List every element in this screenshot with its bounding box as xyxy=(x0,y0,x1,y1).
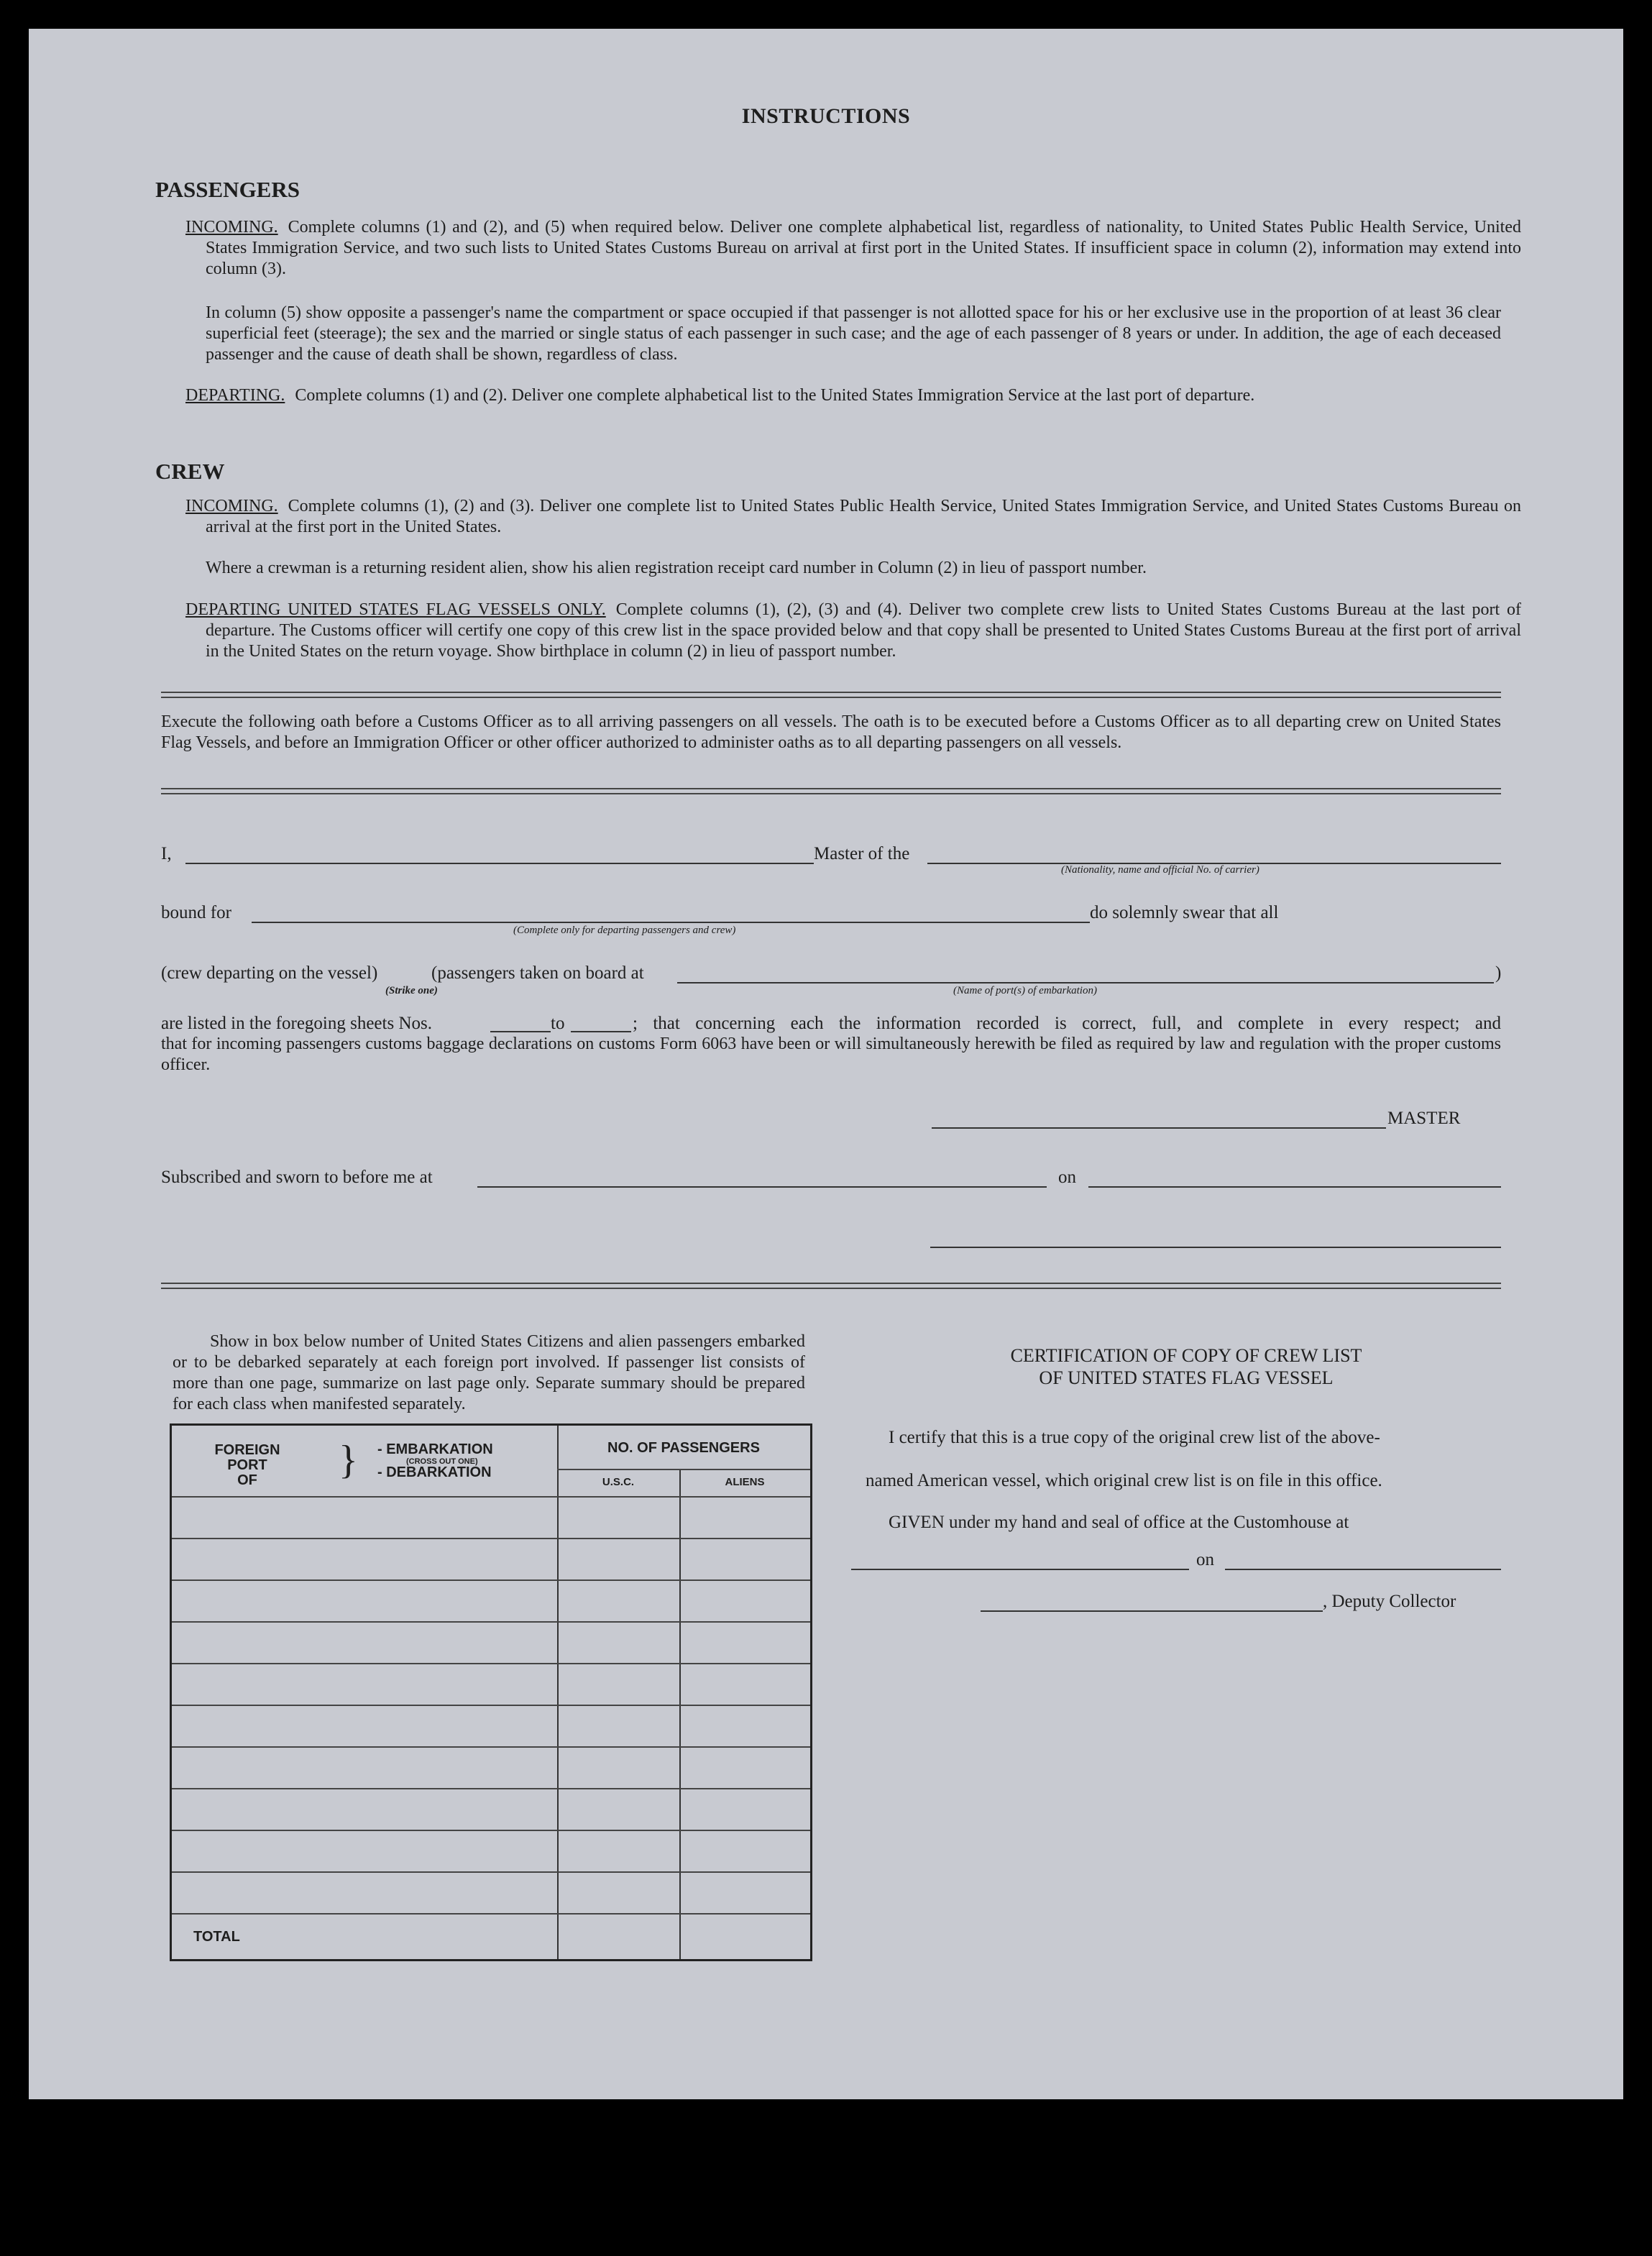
passengers-column5-paragraph: In column (5) show opposite a passenger's name the compartment or space occupied if that passenger is not allotted space for his or her exclusive use in the proportion of at least 36 clear superficial feet (steerage); the sex and the married or single status of each passenger in such case; and the age of each passenger of 8 years or under. In addition, the age of each deceased passenger and the cause of death shall be shown, regardless of class. xyxy=(206,303,1501,364)
certify-text-line2: named American vessel, which original crew list is on file in this office. xyxy=(866,1471,1382,1490)
certification-heading-line2: OF UNITED STATES FLAG VESSEL xyxy=(1039,1367,1334,1388)
divider-double-2 xyxy=(161,788,1501,794)
close-paren: ) xyxy=(1495,963,1502,983)
oath-i-label: I, xyxy=(161,844,172,863)
cross-out-one-caption: (CROSS OUT ONE) xyxy=(406,1457,478,1466)
debarkation-option: - DEBARKATION xyxy=(377,1464,492,1480)
crew-departing-text: Complete columns (1), (2), (3) and (4). Deliver two complete crew lists to United States Customs Bureau at the last port of departure. The Customs officer will certify one copy of this crew list in the space provided below and that copy shall be presented to United States Customs Bureau at the first port of arrival in the United States on the return voyage. Show birthplace in column (2) in lieu of passport number. xyxy=(206,600,1521,661)
table-header-bottom xyxy=(172,1496,810,1498)
passengers-incoming-paragraph xyxy=(185,217,1521,280)
certification-on-label: on xyxy=(1196,1550,1214,1569)
passenger-summary-table xyxy=(170,1423,812,1961)
port-caption: (Name of port(s) of embarkation) xyxy=(953,985,1097,996)
table-row-line xyxy=(172,1705,810,1706)
listed-text-continuation: that for incoming passengers customs baggage declarations on customs Form 6063 have been or will simultaneously herewith be filed as required by law and regulation with the proper customs officer. xyxy=(161,1035,1501,1074)
total-label: TOTAL xyxy=(193,1929,240,1945)
subscribed-label: Subscribed and sworn to before me at xyxy=(161,1168,433,1187)
table-row-line xyxy=(172,1913,810,1915)
table-row-line xyxy=(172,1579,810,1581)
table-row-line xyxy=(172,1621,810,1623)
given-text: GIVEN under my hand and seal of office at the Customhouse at xyxy=(889,1513,1349,1532)
passengers-incoming-label: INCOMING. xyxy=(185,218,278,237)
strike-one-caption: (Strike one) xyxy=(385,985,438,996)
carrier-caption: (Nationality, name and official No. of carrier) xyxy=(1061,864,1259,876)
table-divider-port xyxy=(557,1426,559,1959)
bound-for-field[interactable] xyxy=(252,922,1090,923)
embarkation-option: - EMBARKATION xyxy=(377,1441,493,1457)
officer-signature-field[interactable] xyxy=(930,1247,1501,1248)
table-header-split xyxy=(557,1469,810,1470)
crew-departing-option: (crew departing on the vessel) xyxy=(161,963,378,983)
bound-for-label: bound for xyxy=(161,903,231,922)
of-label: OF xyxy=(237,1472,257,1488)
embarkation-port-field[interactable] xyxy=(677,982,1494,983)
table-row-line xyxy=(172,1871,810,1873)
certification-date-field[interactable] xyxy=(1225,1569,1501,1570)
sworn-date-field[interactable] xyxy=(1088,1186,1501,1188)
divider-double-3 xyxy=(161,1283,1501,1289)
table-row-line xyxy=(172,1788,810,1789)
certification-heading-line1: CERTIFICATION OF COPY OF CREW LIST xyxy=(1010,1345,1362,1366)
divider-double-1 xyxy=(161,692,1501,698)
oath-instructions: Execute the following oath before a Customs Officer as to all arriving passengers on all vessels. The oath is to be executed before a Customs Officer as to all departing crew on United States Flag Vessels, and before an Immigration Officer or other officer authorized to administer oaths as to all departing passengers on all vessels. xyxy=(161,712,1501,752)
crew-departing-label: DEPARTING UNITED STATES FLAG VESSELS ONLY. xyxy=(185,600,606,619)
table-row-line xyxy=(172,1663,810,1664)
table-row-line xyxy=(172,1746,810,1748)
master-label: MASTER xyxy=(1387,1109,1461,1128)
listed-sheets-label: are listed in the foregoing sheets Nos. xyxy=(161,1014,432,1033)
master-of-label: Master of the xyxy=(814,844,910,863)
passengers-departing-label: DEPARTING. xyxy=(185,386,285,405)
passengers-departing-text: Complete columns (1) and (2). Deliver one complete alphabetical list to the United States Immigration Service at the last port of departure. xyxy=(295,386,1255,405)
summary-instructions: Show in box below number of United States Citizens and alien passengers embarked or to be debarked separately at each foreign port involved. If passenger list consists of more than one page, summarize on last page only. Separate summary should be prepared for each class when manifested separately. xyxy=(173,1332,805,1413)
sheet-from-field[interactable] xyxy=(490,1031,551,1032)
to-label: to xyxy=(551,1014,565,1033)
form-page xyxy=(29,29,1623,2099)
port-label: PORT xyxy=(227,1457,267,1473)
listed-text-first-line: ; that concerning each the information recorded is correct, full, and complete in every respect; and xyxy=(633,1014,1501,1033)
crew-resident-paragraph: Where a crewman is a returning resident alien, show his alien registration receipt card number in Column (2) in lieu of passport number. xyxy=(206,559,1147,577)
foreign-port-of-label xyxy=(201,1443,294,1488)
foreign-label: FOREIGN xyxy=(214,1442,280,1458)
table-divider-usc xyxy=(679,1469,681,1959)
crew-incoming-label: INCOMING. xyxy=(185,497,278,515)
no-of-passengers-header: NO. OF PASSENGERS xyxy=(607,1440,760,1456)
solemnly-swear-label: do solemnly swear that all xyxy=(1090,903,1279,922)
aliens-header: ALIENS xyxy=(725,1476,765,1488)
crew-heading: CREW xyxy=(155,459,225,484)
brace-icon: } xyxy=(339,1438,358,1482)
crew-departing-paragraph xyxy=(185,600,1521,662)
page-title: INSTRUCTIONS xyxy=(741,104,911,128)
bound-for-caption: (Complete only for departing passengers and crew) xyxy=(513,925,736,936)
passengers-taken-option: (passengers taken on board at xyxy=(431,963,644,983)
table-row-line xyxy=(172,1830,810,1831)
certify-text-line1: I certify that this is a true copy of the original crew list of the above- xyxy=(889,1428,1380,1447)
passengers-heading: PASSENGERS xyxy=(155,177,300,202)
table-row-line xyxy=(172,1538,810,1539)
sworn-place-field[interactable] xyxy=(477,1186,1047,1188)
crew-incoming-paragraph xyxy=(185,496,1521,538)
sworn-on-label: on xyxy=(1058,1168,1076,1187)
deputy-collector-signature-field[interactable] xyxy=(981,1610,1323,1612)
master-signature-field[interactable] xyxy=(932,1127,1386,1129)
passengers-departing-paragraph xyxy=(185,385,1521,406)
sheet-to-field[interactable] xyxy=(571,1031,631,1032)
deputy-collector-label: , Deputy Collector xyxy=(1323,1592,1456,1611)
crew-incoming-text: Complete columns (1), (2) and (3). Deliver one complete list to United States Public Health Service, United States Immigration Service, and United States Customs Bureau on arrival at the first port in the United States. xyxy=(206,497,1521,536)
passengers-incoming-text: Complete columns (1) and (2), and (5) when required below. Deliver one complete alphabetical list, regardless of nationality, to United States Public Health Service, United States Immigration Service, and two such lists to United States Customs Bureau on arrival at first port in the United States. If insufficient space in column (2), information may extend into column (3). xyxy=(206,218,1521,278)
usc-header: U.S.C. xyxy=(602,1476,635,1488)
customhouse-place-field[interactable] xyxy=(851,1569,1189,1570)
certification-heading xyxy=(870,1344,1502,1389)
master-name-field[interactable] xyxy=(185,863,814,864)
